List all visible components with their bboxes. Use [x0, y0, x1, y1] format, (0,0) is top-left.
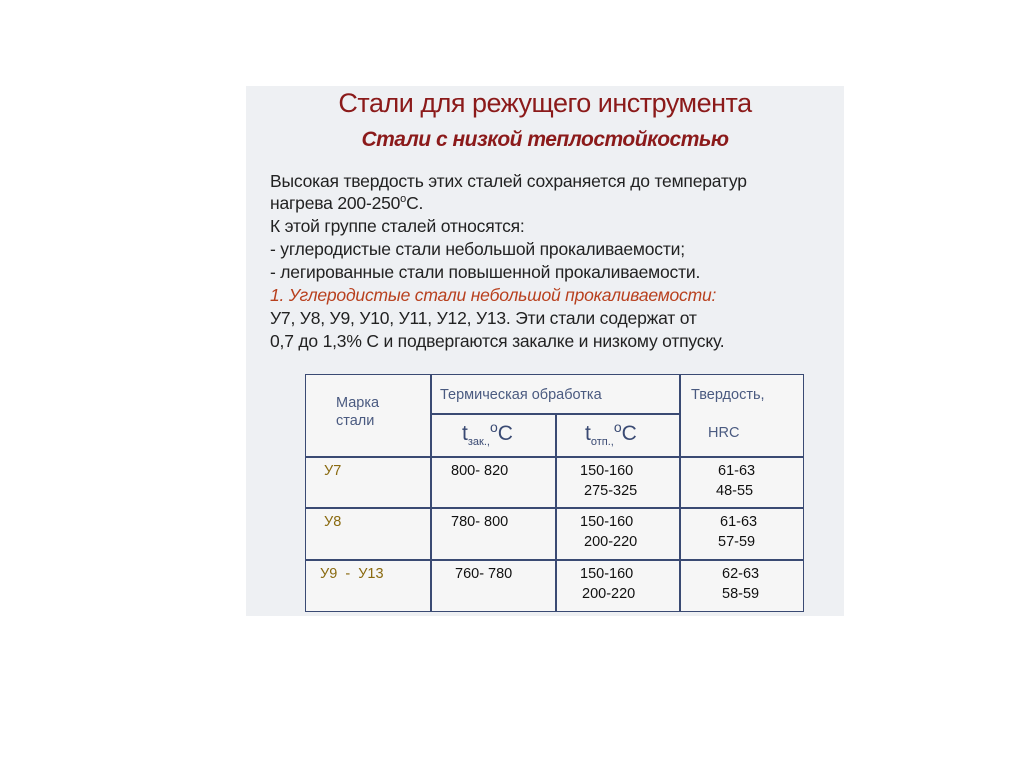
degree-sign: o	[400, 193, 407, 206]
header-temper-temp: $t_{отп.,}^oC$	[585, 419, 637, 449]
table-row-3-hrc-1: 62-63	[722, 566, 760, 582]
intro-line-2-suffix: С.	[406, 193, 424, 213]
header-hardness-line1: Твердость,	[691, 387, 765, 403]
list-item-alloy: - легированные стали повышенной прокаливаемости.	[270, 262, 701, 282]
table-row-3-temper-2: 200-220	[582, 586, 636, 602]
list-item-carbon: - углеродистые стали небольшой прокаливаемости;	[270, 239, 685, 259]
table-row-3-hrc-2: 58-59	[722, 586, 760, 602]
table-row-2-temper-2: 200-220	[584, 534, 638, 550]
table-row-1-grade: У7	[324, 463, 342, 479]
section-heading: 1. Углеродистые стали небольшой прокаливаемости:	[270, 285, 717, 305]
table-row-2-quench: 780- 800	[451, 514, 509, 530]
intro-line-1: Высокая твердость этих сталей сохраняется до температур	[270, 171, 747, 191]
table-divider	[679, 375, 681, 611]
table-row-1-quench: 800- 820	[451, 463, 509, 479]
table-divider	[306, 456, 803, 458]
table-row-2-temper-1: 150-160	[580, 514, 634, 530]
header-grade-line1: Марка	[336, 395, 380, 411]
table-divider	[430, 413, 679, 415]
table-row-1-temper-2: 275-325	[584, 483, 638, 499]
table-row-2-hrc-2: 57-59	[718, 534, 756, 550]
table-row-3-quench: 760- 780	[455, 566, 513, 582]
header-quench-temp: $t_{зак.,}^oC$	[462, 419, 513, 449]
table-divider	[306, 507, 803, 509]
desc-line-1: У7, У8, У9, У10, У11, У12, У13. Эти стали содержат от	[270, 308, 697, 328]
slide-subtitle: Стали с низкой теплостойкостью	[361, 128, 729, 151]
header-hardness-line2: HRC	[708, 425, 740, 441]
table-row-3-grade: У9 - У13	[320, 566, 384, 582]
intro-line-2-prefix: нагрева 200-250	[270, 193, 401, 213]
table-row-1-hrc-1: 61-63	[718, 463, 756, 479]
table-row-1-temper-1: 150-160	[580, 463, 634, 479]
header-heat-treatment: Термическая обработка	[440, 387, 602, 403]
table-row-1-hrc-2: 48-55	[716, 483, 754, 499]
table-divider	[555, 413, 557, 611]
group-line: К этой группе сталей относятся:	[270, 216, 525, 236]
table-divider	[430, 375, 432, 611]
intro-line-2	[270, 193, 423, 214]
slide	[246, 86, 844, 616]
steel-table	[305, 374, 804, 612]
table-divider	[306, 559, 803, 561]
slide-title: Стали для режущего инструмента	[338, 88, 752, 118]
table-row-2-hrc-1: 61-63	[720, 514, 758, 530]
header-grade-line2: стали	[336, 413, 375, 429]
desc-line-2: 0,7 до 1,3% С и подвергаются закалке и низкому отпуску.	[270, 331, 725, 351]
table-row-2-grade: У8	[324, 514, 342, 530]
table-row-3-temper-1: 150-160	[580, 566, 634, 582]
